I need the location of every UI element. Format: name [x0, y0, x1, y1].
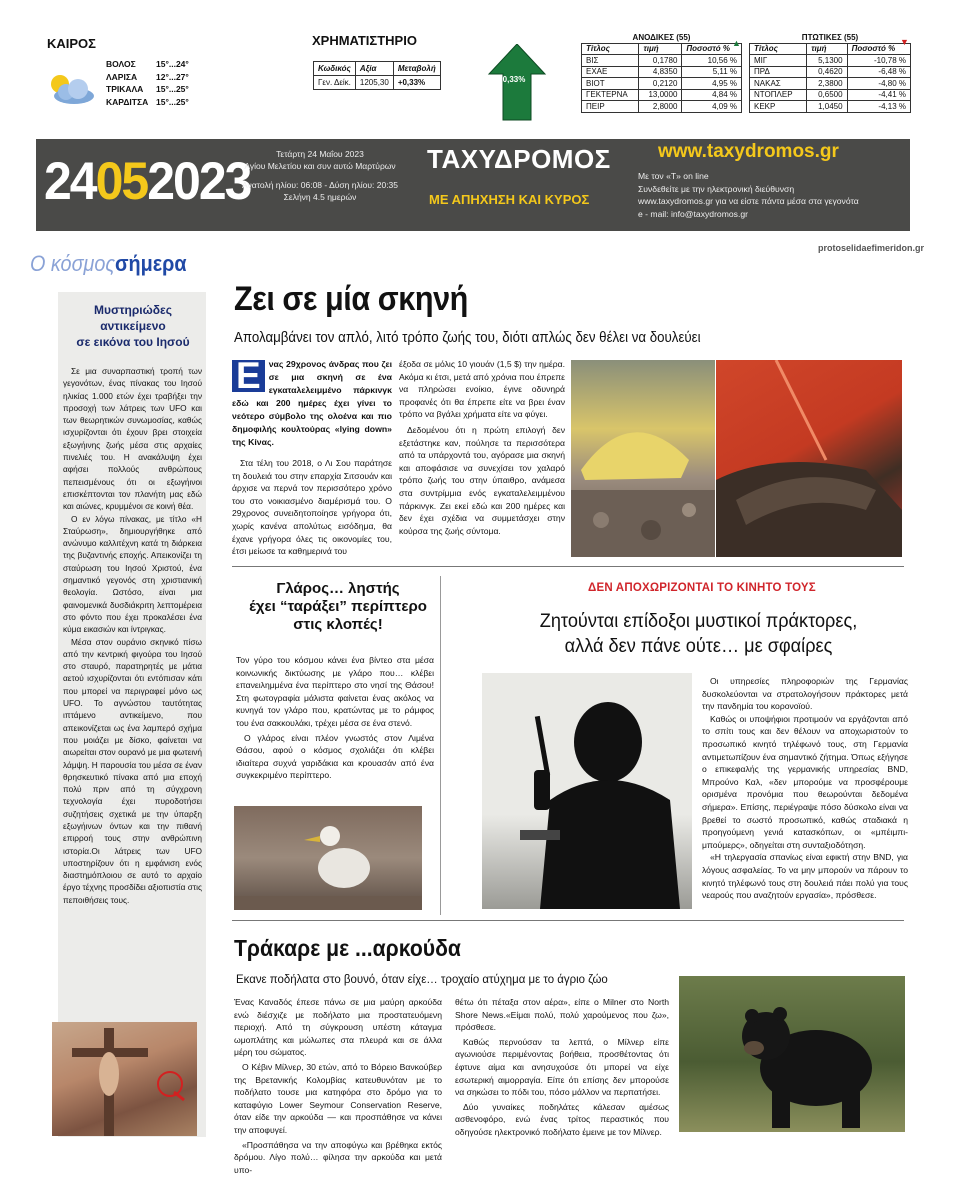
paragraph: έξοδα σε μόλις 10 γιουάν (1,5 $) την ημέρα. Ακόμα κι έτσι, μετά από χρόνια που έπρεπε να πληρώσει ενοίκιο, έγινε οδυνηρά προφανές ότι θα έπρεπε είτε να βρει έναν τρόπο να βγάλει χρήματα είτε να φύγει.	[399, 359, 565, 420]
losers-table	[749, 33, 911, 113]
table-row: ΜΙΓ 5,1300 -10,78 %	[750, 55, 911, 67]
resting-man-shape-icon	[716, 360, 902, 557]
paragraph: Στα τέλη του 2018, ο Λι Σου παράτησε τη δουλειά του στην επαρχία Σιτσουάν και άρχισε να περνά τον περισσότερο χρόνο του στο νοικιασμένο διαμέρισμά του. Ο 29χρονος συνειδητοποίησε γρήγορα ότι, χωρίς κανένα απολύτως εισόδημα, θα έχανε γρήγορα όλες τις οικονομίες του, έτσι μείωσε τα καθημερινά του	[232, 458, 392, 557]
newspaper-logo: ΤΑΧΥΔΡΟΜΟΣ	[427, 144, 611, 174]
column-divider	[440, 576, 441, 915]
spy-body	[702, 675, 908, 902]
gull-body	[236, 654, 434, 782]
paragraph: Τον γύρο του κόσμου κάνει ένα βίντεο στα μέσα κοινωνικής δικτύωσης με γλάρο που… κλέβει επανειλημμένα ένα περίπτερο στο νησί της Θάσου! Στη φωτογραφία μάλιστα φαίνεται ένας ακόλος να κυνηγά τον γλάρο που, κρατώντας με το ράμφος του ένα σακκουλάκι, τρέχει μέσα σε ένα στενό.	[236, 655, 434, 728]
paragraph: Σε μια συναρπαστική τροπή των γεγονότων, ένας πίνακας του Ιησού ηλικίας 1.000 ετών έχει τραβήξει την προσοχή των λάτρεις των UFO και των θεωρητικών συνωμοσίας, καθώς ισχυρίζονται ότι έχουν βρει στοιχεία εξωγήινης ζωής μέσα στις αρχαίες πινελιές του. Η ανακάλυψη έχει αφήσει πολλούς ανθρώπους πεπεισμένους ότι οι εξωγήινοι επισκέπτονται τον πλανήτη μας εδώ και αιώνες, κρυμμένοι σε κοινή θέα.	[63, 366, 202, 512]
drop-cap: Ε	[232, 360, 265, 392]
date-info: Τετάρτη 24 Μαΐου 2023 Αγίου Μελετίου και συν αυτώ Μαρτύρων Ανατολή ηλίου: 06:08 - Δύση ηλίου: 20:35 Σελήνη 4.5 ημερών	[241, 149, 399, 202]
man-in-tent-photo	[716, 360, 902, 557]
paragraph: Ο εν λόγω πίνακας, με τίτλο «Η Σταύρωση», δημιουργήθηκε από ανώνυμο καλλιτέχνη κατά τη διάρκεια της βυζαντινής εποχής. Απεικονίζει τη σταύρωση του Ιησού Χριστού, ένα σημαντικό γεγονός στη χριστιανική θεολογία. Ωστόσο, είναι μια φαινομενικά δυσδιάκριτη λεπτομέρεια στο φόντο που έχει προκαλέσει ένα κύμα εικασιών και ίντριγκας.	[63, 513, 202, 635]
weather-title: ΚΑΙΡΟΣ	[47, 36, 96, 51]
table-row: ΓΕΚΤΕΡΝΑ 13,0000 4,84 %	[582, 89, 742, 101]
paragraph: θέτω ότι πέταξα στον αέρα», είπε ο Milner στο North Shore News.«Είμαι πολύ, πολύ χαρούμενος που ζω», πρόσθεσε.	[455, 997, 669, 1033]
painting-detail-icon	[52, 1022, 197, 1136]
table-row: ΒΙΣ 0,1780 10,56 %	[582, 55, 742, 67]
table-row: ΠΕΙΡ 2,8000 4,09 %	[582, 101, 742, 113]
paragraph: Καθώς οι υποψήφιοι προτιμούν να εργάζονται από το σπίτι τους και δεν θέλουν να αποχωριστούν το προσωπικό κινητό τηλέφωνό τους, στη Γερμανία αντιμετωπίζουν ένα σημαντικό ζήτημα. Όπως εξήγησε ο επικεφαλής της γερμανικής υπηρεσίας BND, Μπρούνο Καλ, «δεν μπορούμε να προσφέρουμε ορισμένα προνόμια που θεωρούνται δεδομένα σήμερα». Επίσης, περιέγραψε πόσο δύσκολο είναι να βρεθεί το σωστό προσωπικό, καθώς σταδιακά η προηγούμενη γενιά κατασκόπων, οι «μπέιμπι-μπούμερς», οδηγείται στη συνταξιοδότηση.	[702, 713, 908, 850]
weather-cities-list	[106, 58, 189, 108]
paragraph: Οι υπηρεσίες πληροφοριών της Γερμανίας δυσκολεύονται να στρατολογήσουν πράκτορες μετά την πανδημία του κορονοϊού.	[702, 676, 908, 712]
spy-headline: Ζητούνται επίδοξοι μυστικοί πράκτορες, αλλά δεν πάνε ούτε… με σφαίρες	[539, 610, 858, 657]
agent-silhouette-icon	[520, 690, 680, 909]
paragraph: Ο Κέβιν Μίλνερ, 30 ετών, από το Βόρειο Βανκούβερ της Βρετανικής Κολομβίας κατευθυνόταν με το ποδήλατο τουσε μια κατηφόρα στο δρόμο για το καταφύγιο Lower Seymour Conservation Reserve, όταν είδε την αρκούδα — και προσπάθησε να κάνει την αποφυγεί.	[234, 1061, 442, 1135]
paragraph: Δεδομένου ότι η πρώτη επιλογή δεν εξετάστηκε καν, πούλησε τα περισσότερα από τα υπάρχοντά του, αγόρασε μια σκηνή και αποφάσισε να συνεχίσει τον χαλαρό τρόπο ζωής του στην ύπαιθρο, ανάμεσα στα συντρίμμια ενός εγκαταλελειμμένου πάρκινγκ. Ζει εκεί εδώ και 200 ημέρες και δεν έχει σχέδια να συμμετάσχει στην κούρσα της ζωής σύντομα.	[399, 424, 565, 536]
table-row: ΒΙΟΤ 0,2120 4,95 %	[582, 78, 742, 90]
bear-column-2	[455, 996, 669, 1139]
table-row: ΕΧΑΕ 4,8350 5,11 %	[582, 66, 742, 78]
table-row: ΝΑΚΑΣ 2,3800 -4,80 %	[750, 78, 911, 90]
lead-column-1	[232, 355, 392, 558]
gainers-table	[581, 33, 742, 113]
gainers-up-icon: ▲	[732, 38, 741, 48]
table-row: ΠΡΔ 0,4620 -6,48 %	[750, 66, 911, 78]
paragraph: Μέσα στον ουράνιο σκηνικό πίσω από την κεντρική φιγούρα του Ιησού στο σταυρό, παρατηρητές με μάτια αετού ισχυρίζονται ότι εντόπισαν κάτι που μπορεί να περιγραφεί μόνο ως UFO. Το αγνώστου ταυτότητας ιπτάμενο αντικείμενο, που απεικονίζεται ως ένα λαμπερό σχήμα που μοιάζει με δίσκο, φαίνεται να αιωρείται στον ουρανό με μια φωτεινή λάμψη. Η παρουσία του μέσα σε έναν θρησκευτικό πίνακα από μια εποχή πολύ πριν από τη σύγχρονη τεχνολογία έχει πυροδοτήσει συζητήσεις σχετικά με την ύπαρξη εξωγήινων όντων και την πιθανή επιρροή τους στην ανθρώπινη ιστορία.Οι λάτρεις των UFO υποστηρίζουν ότι η εμφάνιση ενός διαστημόπλοιου σε αυτό το αρχαίο έργο τέχνης προσδίδει αξιοπιστία στις πεποιθήσεις τους.	[63, 636, 202, 905]
seagull-shape-icon	[234, 806, 422, 910]
paragraph: Καθώς περνούσαν τα λεπτά, ο Μίλνερ είπε αγωνιούσε περιμένοντας βοήθεια, προσθέτοντας ότι έφτυνε αίμα και ανησυχούσε ότι μπορεί να είχε εσωτερική αιμορραγία. Είπε ότι επίσης δεν μπορούσε να σηκώσει το πόδι του, πόσο μάλλον να περπατήσει.	[455, 1036, 669, 1098]
spy-kicker: ΔΕΝ ΑΠΟΧΩΡΙΖΟΝΤΑΙ ΤΟ ΚΙΝΗΤΟ ΤΟΥΣ	[588, 582, 816, 594]
table-row: ΝΤΟΠΛΕΡ 0,6500 -4,41 %	[750, 89, 911, 101]
tent-photo-shape-icon	[571, 360, 715, 557]
table-row: Τίτλος τιμή Ποσοστό %	[582, 43, 742, 55]
section-divider	[232, 920, 904, 921]
table-row: Τίτλος τιμή Ποσοστό %	[750, 43, 911, 55]
table-row: ΚΕΚΡ 1,0450 -4,13 %	[750, 101, 911, 113]
weather-row: ΒΟΛΟΣ 15°...24°	[106, 59, 189, 69]
crucifixion-painting-image	[52, 1022, 197, 1136]
newspaper-tagline: ΜΕ ΑΠΗΧΗΣΗ ΚΑΙ ΚΥΡΟΣ	[429, 192, 590, 207]
table-caption-row: ΑΝΟΔΙΚΕΣ (55)	[632, 33, 691, 43]
paragraph: Δύο γυναίκες ποδηλάτες κάλεσαν αμέσως ασθενοφόρο, ενώ ένας τρίτος περαστικός που οδηγούσε ηλεκτρονικό ποδήλατο έμεινε με τον Μίλνερ.	[455, 1101, 669, 1137]
table-caption-row: ΠΤΩΤΙΚΕΣ (55)	[801, 33, 859, 43]
paragraph: Ο γλάρος είναι πλέον γνωστός στον Λιμένα Θάσου, αφού ο κόσμος σχολιάζει ότι κλέβει ιδιαίτερα συχνά γαριδάκια και κρουασάν από ένα συγκεκριμένο περίπτερο.	[236, 732, 434, 781]
weather-row: ΚΑΡΔΙΤΣΑ 15°...25°	[106, 96, 189, 107]
weather-row: ΤΡΙΚΑΛΑ 15°...25°	[106, 84, 189, 94]
market-title: ΧΡΗΜΑΤΙΣΤΗΡΙΟ	[312, 33, 417, 48]
seagull-photo	[234, 806, 422, 910]
losers-down-icon: ▼	[900, 37, 909, 47]
partly-cloudy-icon	[44, 72, 98, 106]
source-watermark: protoselidaefimeridon.gr	[818, 243, 925, 253]
sidebar-headline: Μυστηριώδες αντικείμενο σε εικόνα του Ιησού	[76, 303, 190, 349]
table-row: Γεν. Δείκ. 1205,30 +0,33%	[314, 76, 441, 90]
market-index-table	[313, 61, 441, 90]
sidebar-body	[63, 365, 202, 906]
market-change-label: +0,33%	[498, 75, 526, 84]
paragraph: Ένας Καναδός έπεσε πάνω σε μια μαύρη αρκούδα ενώ διέσχιζε με ποδήλατο μια προστατευόμενη περιοχή. Από τη σύγκρουση υπέστη κάταγμα ωμοπλάτης και μώλωπες στα πλευρά και σε άλλα μέρη του σώματος.	[234, 997, 442, 1058]
lead-intro: Ε νας 29χρονος άνδρας που ζει σε μια σκηνή σε ένα εγκαταλελειμμένο πάρκινγκ εδώ και 200 ημέρες έχει γίνει το νεότερο σύμβολο της ολοένα και πιο δημοφιλής κουλτούρας «lying down» της Κίνας.	[232, 355, 392, 447]
table-row: Κωδικός Αξία Μεταβολή	[314, 62, 441, 76]
bear-column-1	[234, 996, 442, 1176]
black-bear-icon	[724, 990, 884, 1130]
online-info: Με τον «Τ» on line Συνδεθείτε με την ηλεκτρονική διεύθυνση www.taxydromos.gr για να είστε πάντα μέσα στα γεγονότα e - mail: info@taxydromos.gr	[638, 171, 859, 219]
gull-headline: Γλάρος… ληστής έχει “ταράξει” περίπτερο στις κλοπές!	[249, 580, 427, 633]
lead-column-2	[399, 358, 565, 537]
section-divider	[232, 566, 904, 567]
paragraph: «Προσπάθησα να την αποφύγω και βρέθηκα εκτός δρόμου. Λίγο πολύ… φίλησα την αρκούδα και μετά υπο-	[234, 1139, 442, 1175]
lead-headline: Ζει σε μία σκηνή	[234, 280, 468, 318]
website-link[interactable]: www.taxydromos.gr	[658, 141, 839, 162]
issue-date: 24052023	[44, 151, 251, 211]
tent-rubble-photo	[571, 360, 715, 557]
bear-subheadline: Εκανε ποδήλατα στο βουνό, όταν είχε… τροχαίο ατύχημα με το άγριο ζώο	[236, 972, 608, 986]
section-label: Ο κόσμοςσήμερα	[30, 251, 187, 276]
lead-subheadline: Απολαμβάνει τον απλό, λιτό τρόπο ζωής του, διότι απλώς δεν θέλει να δουλεύει	[234, 330, 701, 346]
bear-headline: Τράκαρε με ...αρκούδα	[234, 935, 461, 961]
paragraph: «Η τηλεργασία σπανίως είναι εφικτή στην BND, για λόγους ασφαλείας. Το να μην μπορούν να πάρουν το κινητό τηλέφωνό τους στη δουλειά πάει πολύ για τους νεαρούς που αναζητούν εργασία», πρόσθεσε.	[702, 852, 908, 901]
weather-row: ΛΑΡΙΣΑ 12°...27°	[106, 71, 189, 82]
